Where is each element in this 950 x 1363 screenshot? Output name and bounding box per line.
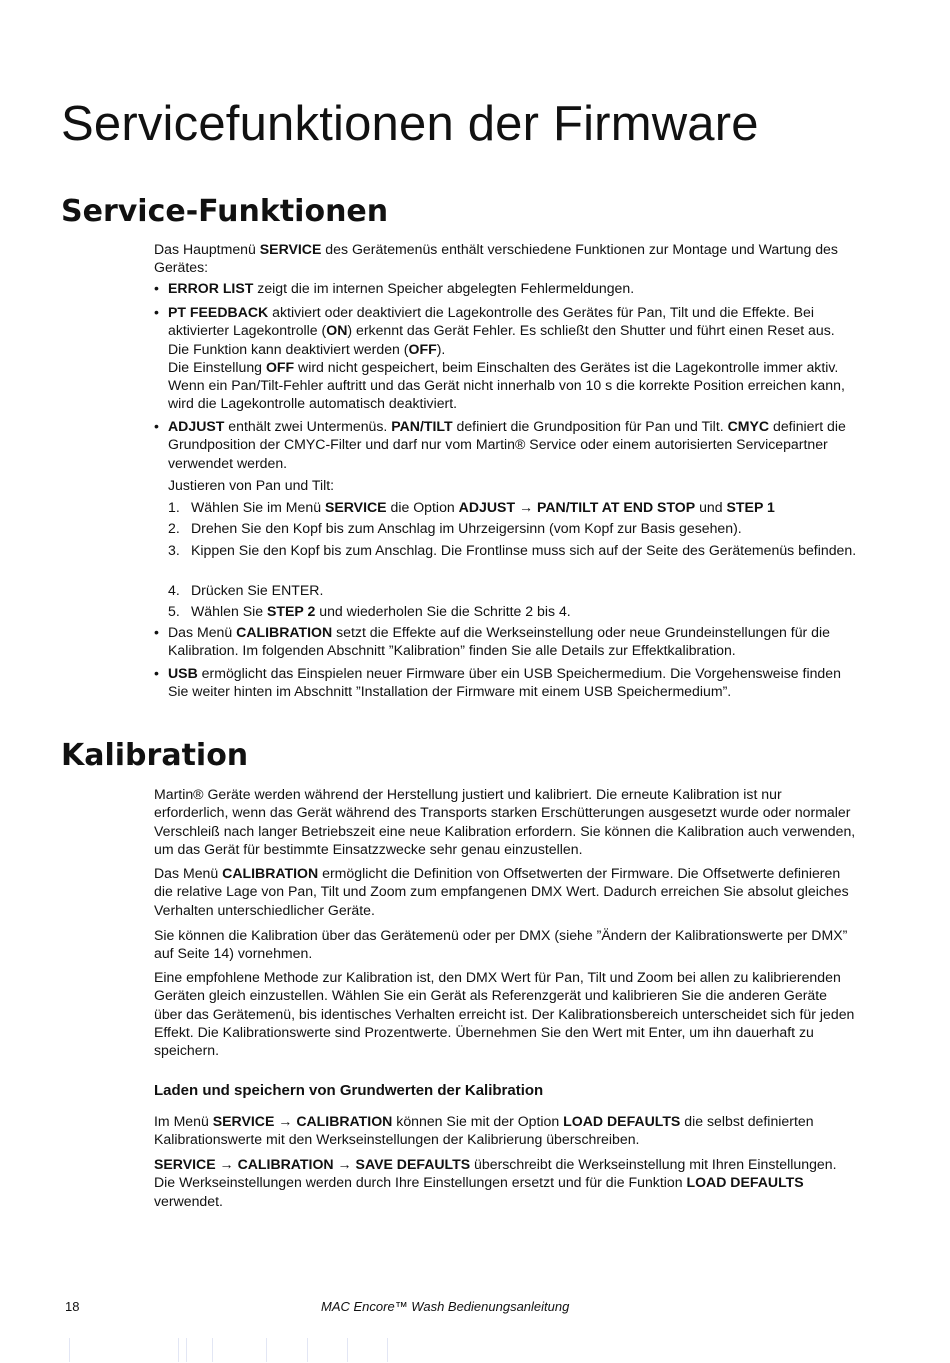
- text-run: aktiviert oder deaktiviert die Lagekontrolle des Gerätes für Pan, Tilt und die Effekte. Bei aktivierter Lagekontrolle (: [168, 304, 815, 339]
- bold-run: SERVICE: [259, 241, 322, 257]
- text-run: ermöglicht das Einspielen neuer Firmware über ein USB Speichermedium. Die Vorgehensweise finden Sie weiter hinten im Abschnitt ”Installation der Firmware mit einem USB Speichermedium”.: [168, 665, 841, 700]
- arrow-icon: →: [515, 499, 537, 515]
- paragraph: [154, 1155, 859, 1210]
- text-run: wird nicht gespeichert, beim Einschalten des Gerätes ist die Lagekontrolle immer aktiv. Wenn ein Pan/Tilt-Fehler auftritt und das Gerät nicht innerhalb von 10 s die korrekte Position erreichen kann, wird die Lagekontrolle automatisch deaktiviert.: [168, 358, 845, 412]
- section-heading-service: Service-Funktionen: [61, 194, 389, 229]
- bullet-adjust: [154, 417, 859, 472]
- bullet-icon: •: [154, 418, 159, 434]
- bold-run: SERVICE: [154, 1156, 216, 1172]
- bold-run: CALIBRATION: [236, 624, 333, 640]
- bold-run: CMYC: [727, 418, 770, 434]
- bold-run: CALIBRATION: [237, 1156, 334, 1172]
- paragraph: [154, 864, 859, 919]
- bold-run: OFF: [408, 340, 437, 357]
- text-run: überschreibt die Werkseinstellung mit Ihren Einstellungen. Die Werkseinstellungen werden durch Ihre Einstellungen ersetzt und für die Funktion: [154, 1156, 837, 1191]
- bold-run: ADJUST: [168, 418, 225, 434]
- step-item: [168, 498, 858, 516]
- scan-mark: [307, 1338, 308, 1362]
- footer-title: MAC Encore™ Wash Bedienungsanleitung: [321, 1299, 570, 1314]
- steps-intro: Justieren von Pan und Tilt:: [168, 477, 335, 493]
- text-run: Die Einstellung: [168, 358, 266, 375]
- step-item: [168, 602, 858, 620]
- text-run: können Sie mit der Option: [392, 1113, 564, 1129]
- bullet-calibration: [154, 623, 859, 660]
- scan-mark: [347, 1338, 348, 1362]
- text-run: ermöglicht die Definition von Offsetwerten der Firmware. Die Offsetwerte definieren die relative Lage von Pan, Tilt und Zoom zum empfangenen DMX Wert. Dadurch erreichen Sie absolut gleiches Verhalten unterschiedlicher Geräte.: [154, 865, 849, 918]
- bold-run: ERROR LIST: [168, 280, 254, 296]
- step-item: [168, 581, 858, 599]
- step-item: [168, 541, 858, 559]
- text-run: Das Hauptmenü: [154, 241, 260, 257]
- step-item: [168, 519, 858, 537]
- text-run: ) erkennt das Gerät Fehler. Es schließt den Shutter und führt einen Reset aus. Die Funktion kann deaktiviert werden (: [168, 322, 835, 357]
- bullet-pt-feedback: [154, 303, 859, 413]
- intro-paragraph: [154, 240, 859, 277]
- text-run: die selbst definierten Kalibrationswerte mit den Werkseinstellungen der Kalibrierung überschreiben.: [154, 1113, 814, 1148]
- text-run: definiert die Grundposition für Pan und Tilt.: [452, 418, 728, 434]
- step-text: Kippen Sie den Kopf bis zum Anschlag. Die Frontlinse muss sich auf der Seite des Gerätemenüs befinden.: [191, 542, 857, 558]
- text-run: ).: [436, 340, 446, 357]
- arrow-icon: →: [333, 1156, 356, 1172]
- step-number: 5.: [168, 603, 180, 619]
- bold-run: SAVE DEFAULTS: [355, 1156, 471, 1172]
- bullet-error-list: [154, 279, 859, 297]
- step-number: 4.: [168, 582, 180, 598]
- paragraph: [154, 1112, 859, 1149]
- text-run: Im Menü: [154, 1113, 213, 1129]
- text-run: Das Menü: [168, 624, 237, 640]
- paragraph: Martin® Geräte werden während der Herstellung justiert und kalibriert. Die erneute Kalibration ist nur erforderlich, wenn das Gerät während des Transports starken Erschütterungen ausgesetzt wurde oder normaler Verschleiß nach langer Betriebszeit eine neue Kalibration erfordern. Sie können die Kalibration auch verwenden, um das Gerät für bestimmte Einsatzzwecke sehr genau einzustellen.: [154, 786, 856, 857]
- step-text: Drücken Sie ENTER.: [191, 582, 324, 598]
- bullet-usb: [154, 664, 859, 701]
- bold-run: CALIBRATION: [222, 865, 319, 881]
- scan-mark: [212, 1338, 213, 1362]
- scan-mark: [186, 1338, 187, 1362]
- bullet-icon: •: [154, 280, 159, 296]
- bold-run: CALIBRATION: [296, 1113, 393, 1129]
- bold-run: PT FEEDBACK: [168, 304, 269, 320]
- page-title: Servicefunktionen der Firmware: [61, 97, 759, 151]
- text-run: des Gerätemenüs enthält verschiedene Funktionen zur Montage und Wartung des Gerätes:: [154, 241, 838, 276]
- bold-run: STEP 2: [267, 603, 316, 619]
- bold-run: ADJUST: [458, 499, 516, 515]
- text-run: und: [695, 499, 727, 515]
- scan-mark: [387, 1338, 388, 1362]
- text-run: verwendet.: [154, 1192, 223, 1209]
- bold-run: USB: [168, 665, 198, 681]
- text-run: Wählen Sie im Menü: [191, 499, 325, 515]
- paragraph: Eine empfohlene Methode zur Kalibration ist, den DMX Wert für Pan, Tilt und Zoom bei allen zu kalibrierenden Geräten gleich einzustellen. Wählen Sie ein Gerät als Referenzgerät und kalibrieren Sie die anderen Geräte über das Gerätemenü, bis identisches Verhalten erreicht ist. Der Kalibrationsbereich unterscheidet sich für jeden Effekt. Die Kalibrationswerte sind Prozentwerte. Übernehmen Sie den Wert mit Enter, um ihn dauerhaft zu speichern.: [154, 969, 855, 1059]
- bold-run: ON: [326, 322, 348, 339]
- scan-mark: [69, 1338, 70, 1362]
- bold-run: STEP 1: [726, 499, 775, 515]
- step-number: 3.: [168, 542, 180, 558]
- text-run: und wiederholen Sie die Schritte 2 bis 4.: [315, 603, 571, 619]
- bold-run: SERVICE: [212, 1113, 275, 1129]
- step-number: 1.: [168, 499, 180, 515]
- arrow-icon: →: [274, 1113, 297, 1129]
- text-run: Das Menü: [154, 865, 223, 881]
- text-run: Wählen Sie: [191, 603, 267, 619]
- bold-run: SERVICE: [324, 499, 387, 515]
- step-text: Drehen Sie den Kopf bis zum Anschlag im Uhrzeigersinn (vom Kopf zur Basis gesehen).: [191, 520, 742, 536]
- section-heading-kalibration: Kalibration: [61, 738, 249, 773]
- text-run: zeigt die im internen Speicher abgelegten Fehlermeldungen.: [253, 280, 635, 296]
- text-run: setzt die Effekte auf die Werkseinstellung oder neue Grundeinstellungen für die Kalibration. Im folgenden Abschnitt ”Kalibration” finden Sie alle Details zur Effektkalibration.: [168, 624, 830, 659]
- arrow-icon: →: [215, 1156, 238, 1172]
- bullet-icon: •: [154, 304, 159, 320]
- step-number: 2.: [168, 520, 180, 536]
- bold-run: LOAD DEFAULTS: [563, 1113, 681, 1129]
- paragraph: Sie können die Kalibration über das Gerätemenü oder per DMX (siehe ”Ändern der Kalibrationswerte per DMX” auf Seite 14) vornehmen.: [154, 927, 848, 962]
- bold-run: PAN/TILT: [391, 418, 453, 434]
- scan-mark: [178, 1338, 179, 1362]
- scan-mark: [266, 1338, 267, 1362]
- bullet-icon: •: [154, 624, 159, 640]
- text-run: die Option: [386, 499, 459, 515]
- text-run: definiert die Grundposition der CMYC-Filter und darf nur vom Martin® Service oder einem autorisierten Servicepartner verwendet werden.: [168, 418, 846, 471]
- bold-run: LOAD DEFAULTS: [686, 1174, 804, 1191]
- subsection-heading: Laden und speichern von Grundwerten der Kalibration: [154, 1082, 544, 1099]
- page-number: 18: [65, 1299, 80, 1314]
- bullet-icon: •: [154, 665, 159, 681]
- text-run: enthält zwei Untermenüs.: [224, 418, 392, 434]
- bold-run: PAN/TILT AT END STOP: [537, 499, 696, 515]
- bold-run: OFF: [265, 358, 295, 375]
